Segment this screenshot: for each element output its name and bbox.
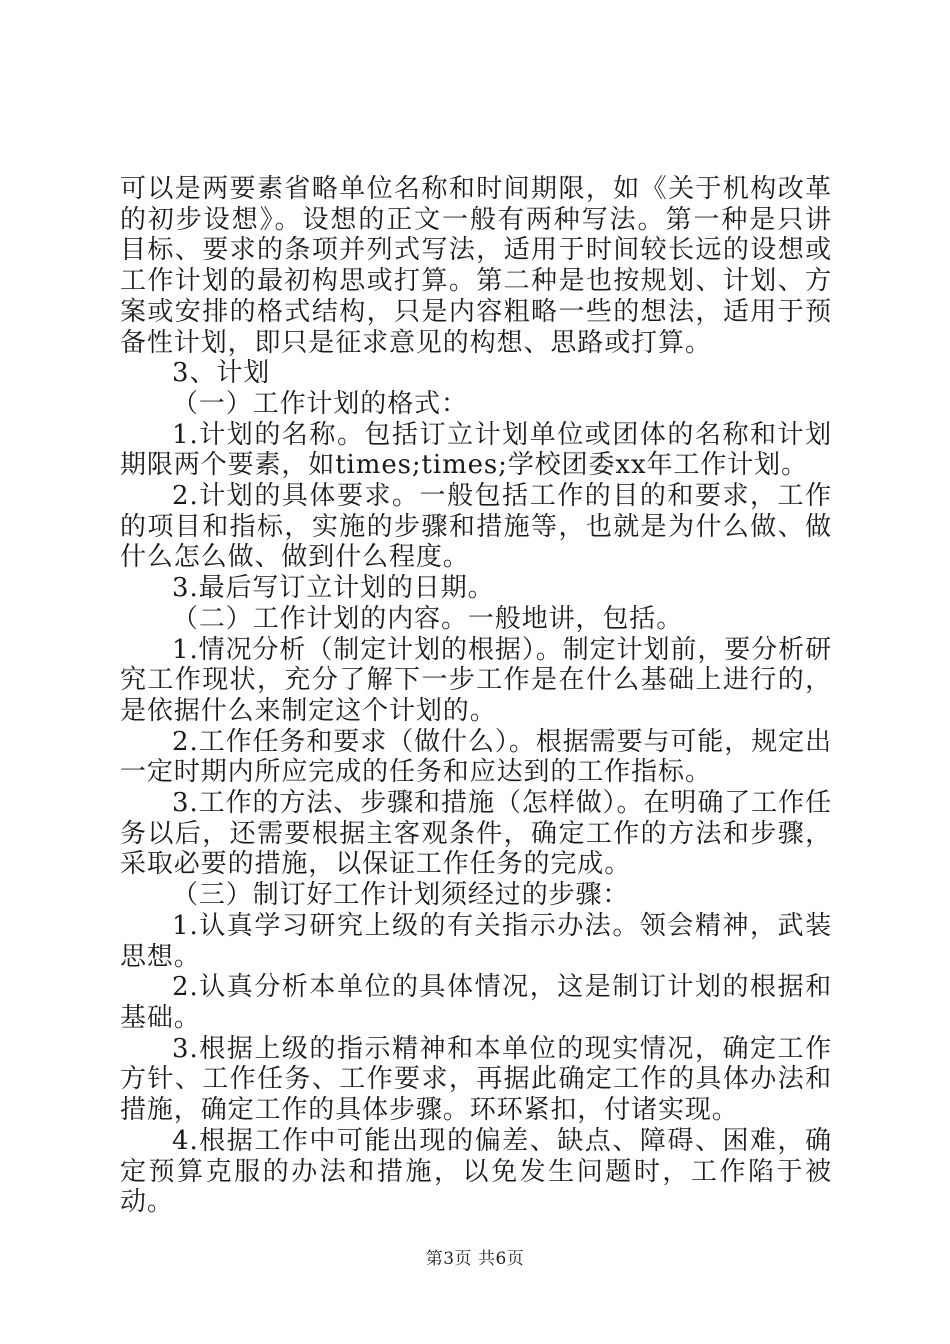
list-item-step-study: 1.认真学习研究上级的有关指示办法。领会精神，武装思想。 — [120, 910, 832, 972]
subsection-heading-format: （一）工作计划的格式： — [172, 388, 468, 419]
page-number-footer: 第3页 共6页 — [425, 1249, 525, 1269]
list-item-plan-date: 3.最后写订立计划的日期。 — [172, 573, 495, 604]
list-item-tasks: 2.工作任务和要求（做什么）。根据需要与可能，规定出一定时期内所应完成的任务和应达到的工作指标。 — [120, 726, 832, 788]
list-item-step-analyze: 2.认真分析本单位的具体情况，这是制订计划的根据和基础。 — [120, 972, 832, 1033]
document-body — [120, 174, 832, 1218]
list-item-plan-name: 1.计划的名称。包括订立计划单位或团体的名称和计划期限两个要素，如times;times;学校团委xx年工作计划。 — [120, 419, 832, 481]
list-item-step-anticipate: 4.根据工作中可能出现的偏差、缺点、障碍、困难，确定预算克服的办法和措施，以免发生问题时，工作陷于被动。 — [120, 1125, 832, 1218]
paragraph-intro: 可以是两要素省略单位名称和时间期限，如《关于机构改革的初步设想》。设想的正文一般有两种写法。第一种是只讲目标、要求的条项并列式写法，适用于时间较长远的设想或工作计划的最初构思或打算。第二种是也按规划、计划、方案或安排的格式结构，只是内容粗略一些的想法，适用于预备性计划，即只是征求意见的构想、思路或打算。 — [120, 174, 832, 358]
section-heading-plan: 3、计划 — [172, 358, 271, 389]
list-item-plan-requirements: 2.计划的具体要求。一般包括工作的目的和要求，工作的项目和指标，实施的步骤和措施等，也就是为什么做、做什么怎么做、做到什么程度。 — [120, 481, 832, 573]
list-item-situation-analysis: 1.情况分析（制定计划的根据）。制定计划前，要分析研究工作现状，充分了解下一步工作是在什么基础上进行的，是依据什么来制定这个计划的。 — [120, 634, 832, 726]
list-item-methods: 3.工作的方法、步骤和措施（怎样做）。在明确了工作任务以后，还需要根据主客观条件，确定工作的方法和步骤，采取必要的措施，以保证工作任务的完成。 — [120, 788, 832, 880]
subsection-heading-steps: （三）制订好工作计划须经过的步骤： — [172, 880, 630, 911]
subsection-heading-content: （二）工作计划的内容。一般地讲，包括。 — [172, 603, 684, 634]
list-item-step-determine: 3.根据上级的指示精神和本单位的现实情况，确定工作方针、工作任务、工作要求，再据此确定工作的具体办法和措施，确定工作的具体步骤。环环紧扣，付诸实现。 — [120, 1033, 832, 1126]
